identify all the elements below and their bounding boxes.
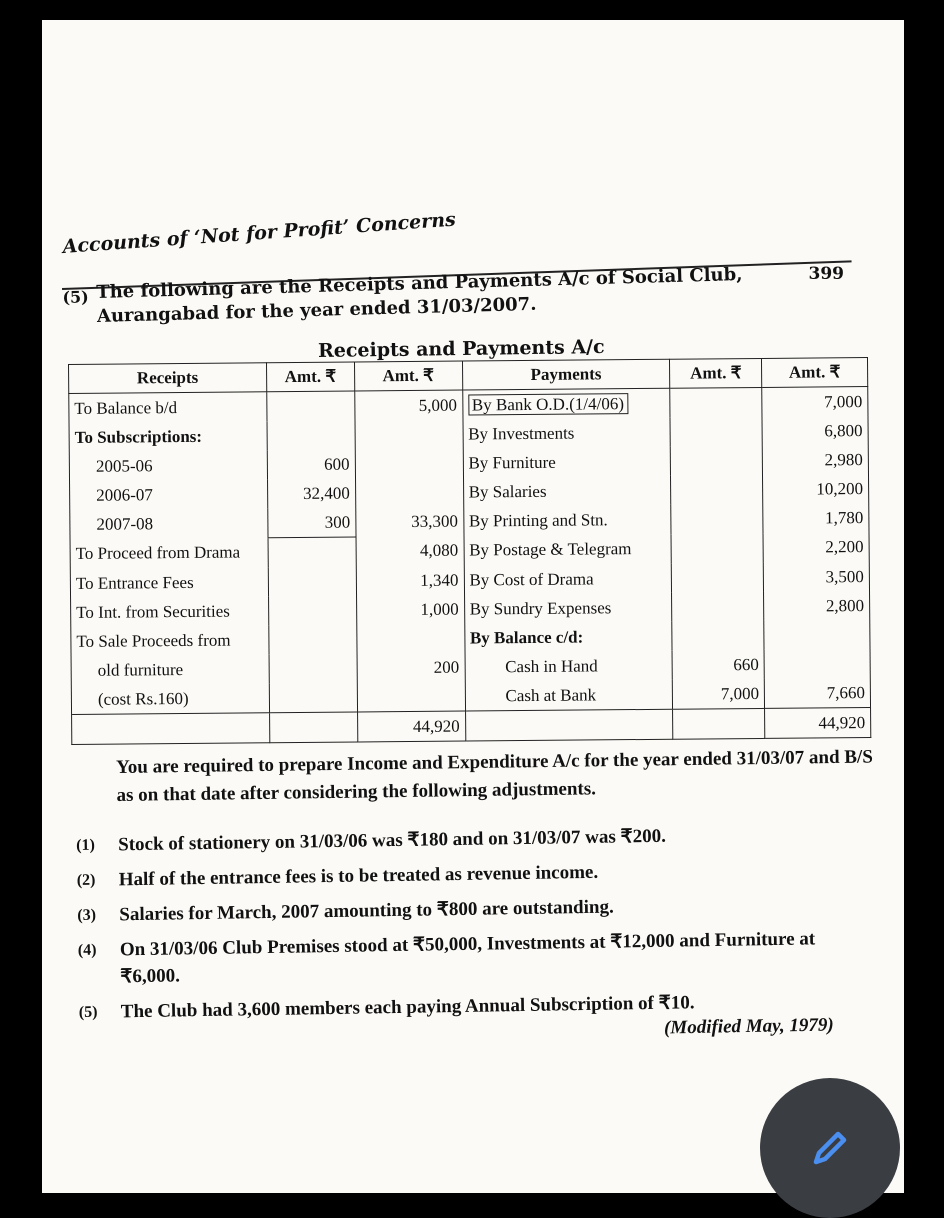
payment-amount: 2,200 [763, 533, 869, 563]
payment-amount: 10,200 [763, 474, 869, 504]
running-title: Accounts of ‘Not for Profit’ Concerns [62, 208, 457, 258]
list-item [77, 889, 877, 929]
payment-amount: 3,500 [763, 562, 869, 592]
receipt-label: To Sale Proceeds from [71, 625, 269, 656]
instruction-text: You are required to prepare Income and Expenditure A/c for the year ended 31/03/07 and B/S as on that date after considering the following adjustments. [116, 746, 873, 806]
payment-label: Cash at Bank [465, 680, 673, 711]
item-text: Salaries for March, 2007 amounting to ₹800 are outstanding. [119, 896, 614, 926]
subscription-amount: 300 [268, 507, 356, 537]
item-number: (3) [77, 906, 97, 924]
item-text: On 31/03/06 Club Premises stood at ₹50,000, Investments at ₹12,000 and Furniture at ₹6,000. [119, 928, 816, 988]
item-text: The Club had 3,600 members each paying Annual Subscription of ₹10. [120, 992, 695, 1023]
payment-amount: 2,980 [762, 445, 868, 475]
receipts-total: 44,920 [357, 711, 465, 742]
header-amt: Amt. ₹ [670, 358, 762, 388]
subscription-year: 2005-06 [69, 450, 267, 481]
edit-fab-button[interactable] [760, 1078, 900, 1218]
payment-subamount: 7,000 [673, 679, 765, 709]
receipt-amount: 5,000 [354, 390, 462, 420]
total-row [72, 708, 871, 745]
adjustments-list [76, 819, 879, 1034]
payment-label: By Sundry Expenses [464, 593, 672, 624]
receipt-amount: 1,340 [356, 566, 464, 596]
receipt-label: To Int. from Securities [71, 596, 269, 627]
payment-label: By Cost of Drama [464, 564, 672, 595]
receipt-amount: 200 [357, 653, 465, 683]
subscription-year: 2006-07 [70, 479, 268, 510]
receipt-amount: 1,000 [356, 595, 464, 625]
receipt-label: To Balance b/d [69, 392, 267, 423]
table-title: Receipts and Payments A/c [317, 336, 605, 362]
header-receipts: Receipts [69, 363, 267, 394]
header-payments: Payments [462, 359, 670, 390]
pencil-icon [810, 1128, 850, 1168]
receipt-label: (cost Rs.160) [71, 683, 269, 714]
receipt-amount: 4,080 [356, 536, 464, 566]
payment-amount: 6,800 [762, 416, 868, 446]
payment-label: By Furniture [463, 447, 671, 478]
item-number: (4) [77, 941, 97, 959]
payments-total: 44,920 [765, 708, 871, 739]
subscription-year: 2007-08 [70, 508, 268, 539]
receipt-label: old furniture [71, 654, 269, 685]
question-number: (5) [62, 287, 89, 307]
payment-amount: 1,780 [763, 503, 869, 533]
subscription-total: 33,300 [356, 507, 464, 537]
subscription-amount: 600 [267, 449, 355, 479]
payment-label: By Balance c/d: [464, 622, 672, 653]
item-text: Stock of stationery on 31/03/06 was ₹180 and on 31/03/07 was ₹200. [118, 825, 667, 856]
header-amt: Amt. ₹ [266, 362, 354, 392]
subscription-amount: 32,400 [267, 478, 355, 508]
payment-label: By Investments [463, 418, 671, 449]
payment-subamount: 660 [672, 650, 764, 680]
payment-label: Cash in Hand [465, 651, 673, 682]
page-number: 399 [808, 264, 844, 284]
receipt-label: To Subscriptions: [69, 421, 267, 452]
list-item [77, 854, 877, 894]
receipts-payments-table [68, 357, 871, 745]
payment-amount: 2,800 [764, 591, 870, 621]
receipt-label: To Proceed from Drama [70, 538, 268, 569]
item-text: Half of the entrance fees is to be treated as revenue income. [118, 861, 599, 891]
question-text: The following are the Receipts and Payments A/c of Social Club, Aurangabad for the year ended 31/03/2007. [96, 264, 743, 328]
payment-label: By Salaries [463, 476, 671, 507]
payment-label: By Printing and Stn. [463, 505, 671, 536]
payment-label: By Bank O.D.(1/4/06) [468, 393, 628, 415]
header-amt: Amt. ₹ [354, 361, 462, 391]
payment-amount: 7,660 [764, 678, 870, 708]
list-item [78, 924, 879, 991]
item-number: (5) [78, 1003, 98, 1021]
payment-label: By Postage & Telegram [464, 534, 672, 565]
source-note: (Modified May, 1979) [663, 1014, 834, 1039]
payment-amount: 7,000 [762, 387, 868, 417]
item-number: (2) [76, 871, 96, 889]
receipt-label: To Entrance Fees [70, 567, 268, 598]
item-number: (1) [76, 836, 95, 854]
header-amt: Amt. ₹ [762, 358, 868, 388]
